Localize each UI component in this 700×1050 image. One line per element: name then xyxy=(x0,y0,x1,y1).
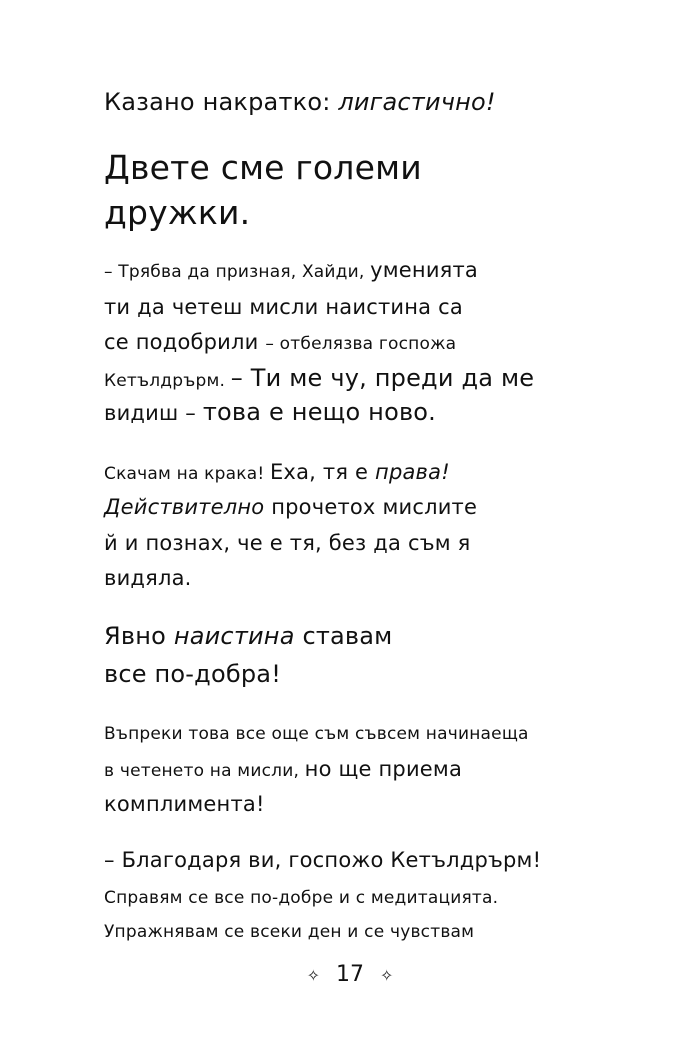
text-line: комплимента! xyxy=(104,792,265,816)
text-line: Действително прочетох мислите xyxy=(104,495,478,519)
text-line: ти да четеш мисли наистина са xyxy=(104,295,463,319)
text-line: Упражнявам се всеки ден и се чувствам xyxy=(104,922,475,942)
text-line: – Благодаря ви, госпожо Кетълдрърм! xyxy=(104,848,542,872)
text-line: Казано накратко: лигастично! xyxy=(104,88,496,116)
text-line: видяла. xyxy=(104,566,192,590)
text-line: – Трябва да призная, Хайди, уменията xyxy=(104,258,478,282)
heading-line: дружки. xyxy=(104,193,251,232)
star-ornament-icon: ✧ xyxy=(380,965,394,985)
star-ornament-icon: ✧ xyxy=(306,965,320,985)
text-line: Кетълдрърм. – Ти ме чу, преди да ме xyxy=(104,364,535,392)
text-line: се подобрили – отбелязва госпожа xyxy=(104,330,457,354)
page-number: 17 xyxy=(336,962,364,987)
text-line: Явно наистина ставам xyxy=(104,622,393,650)
text-line: Справям се все по-добре и с медитацията. xyxy=(104,888,499,908)
text-line: Въпреки това все още съм съвсем начинаеща xyxy=(104,724,529,744)
page-footer xyxy=(0,962,700,987)
text-line: й и познах, че е тя, без да съм я xyxy=(104,531,471,555)
text-line: все по-добра! xyxy=(104,660,282,688)
heading-line: Двете сме големи xyxy=(104,148,422,187)
text-line: Скачам на крака! Еха, тя е права! xyxy=(104,460,450,484)
text-line: в четенето на мисли, но ще приема xyxy=(104,757,463,781)
text-line: видиш – това е нещо ново. xyxy=(104,398,437,426)
